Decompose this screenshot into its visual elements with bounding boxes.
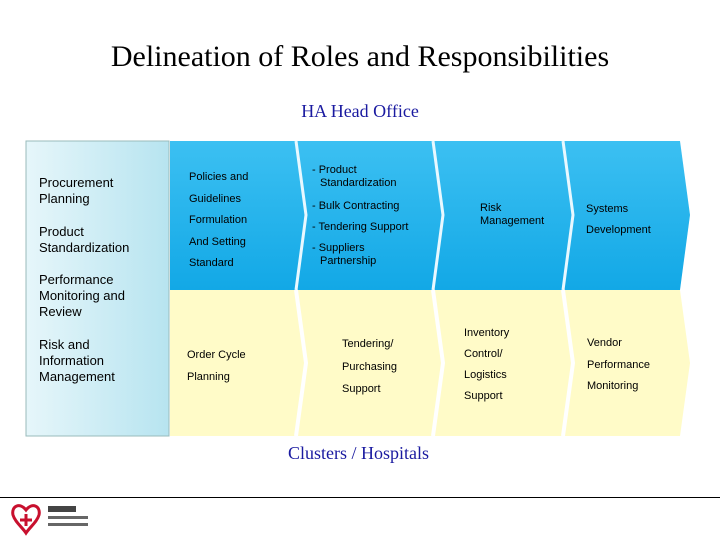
cell-vendor: Vendor Performance Monitoring — [587, 337, 650, 392]
cell-tendering: Tendering/ Purchasing Support — [342, 338, 398, 395]
clusters-label: Clusters / Hospitals — [288, 443, 430, 463]
left-item-procurement: Procurement Planning — [39, 175, 114, 206]
cell-systems-development: Systems Development — [586, 203, 651, 236]
page-title: Delineation of Roles and Responsibilities — [110, 40, 610, 73]
cell-risk-management: Risk Management — [480, 202, 545, 227]
cell-inventory: Inventory Control/ Logistics Support — [464, 327, 510, 402]
cell-policies: Policies and Guidelines Formulation And Setting Standard — [189, 171, 249, 269]
left-item-standardization: Product Standardization — [39, 224, 130, 255]
cell-bullets: - Product Standardization - Bulk Contracting - Tendering Support - Suppliers Partnership — [312, 164, 409, 267]
left-item-performance: Performance Monitoring and Review — [39, 272, 125, 319]
cell-order-cycle: Order Cycle Planning — [187, 349, 246, 383]
footer-divider — [0, 497, 720, 498]
head-office-label: HA Head Office — [301, 101, 419, 121]
left-item-risk: Risk and Information Management — [39, 337, 115, 384]
hospital-authority-logo — [8, 500, 98, 538]
